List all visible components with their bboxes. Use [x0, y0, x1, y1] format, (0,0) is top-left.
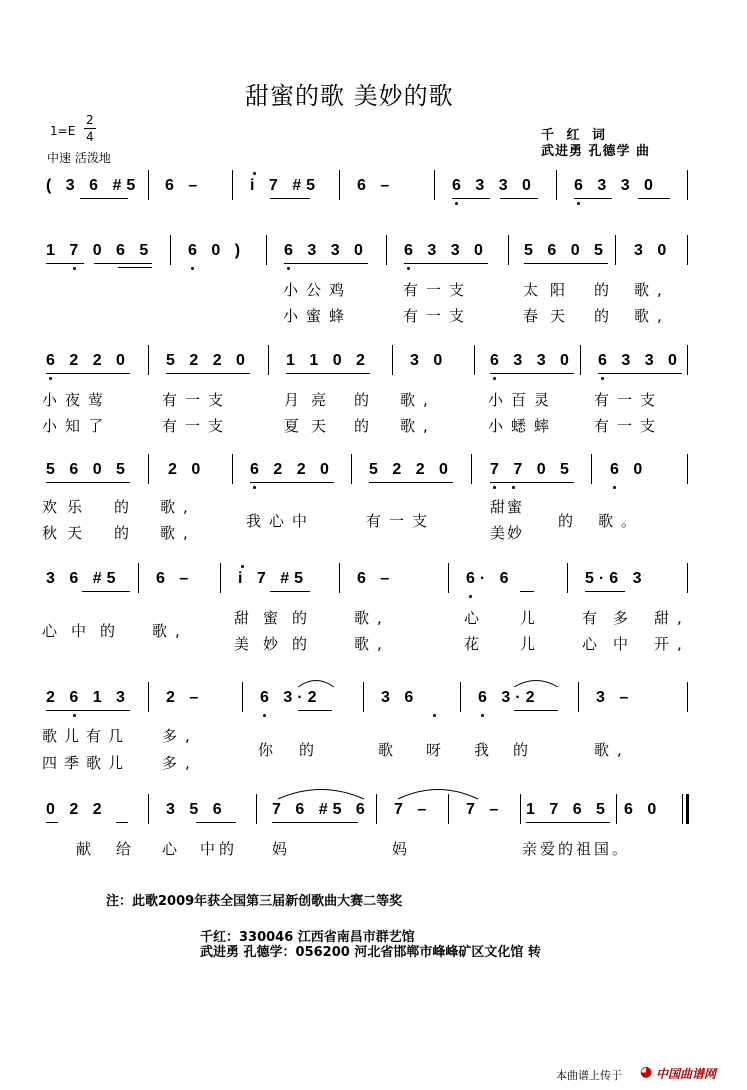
key-signature: 1=E — [50, 124, 76, 138]
lyric: 的 — [558, 512, 582, 530]
measure: 7 6 #5 6 — [272, 801, 370, 818]
lyric: 歌, — [354, 635, 390, 653]
measure: 6 3 3 0 — [404, 242, 488, 259]
measure: 7 7 0 5 — [490, 461, 574, 478]
lyric: 小公鸡 — [283, 281, 353, 299]
site-logo[interactable]: 中国曲谱网 — [656, 1067, 717, 1081]
measure: 2 0 — [168, 461, 206, 478]
lyric: 歌, — [634, 281, 670, 299]
lyric: 甜蜜的 — [234, 609, 322, 627]
lyric: 的 — [354, 417, 378, 435]
measure: 2 – — [166, 689, 204, 706]
measure: 3 5 6 — [166, 801, 227, 818]
lyric: 歌, — [594, 741, 630, 759]
lyric: 呀 — [426, 741, 450, 759]
lyric: 多, — [162, 727, 198, 745]
lyric: 有一支 — [403, 281, 473, 299]
lyric: 小蜜蜂 — [283, 307, 353, 325]
lyric: 歌, — [634, 307, 670, 325]
measure: 0 2 2 — [46, 801, 107, 818]
measure: 3 – — [596, 689, 634, 706]
lyric: 有多 — [582, 609, 645, 627]
lyric: 亲爱的祖国。 — [522, 840, 631, 858]
lyric: 甜蜜 — [490, 498, 525, 516]
lyric: 儿 — [520, 635, 544, 653]
measure: i 7 #5 — [238, 570, 309, 587]
lyric: 中的 — [200, 840, 239, 858]
lyric: 四季歌儿 — [42, 754, 131, 772]
lyric: 小夜莺 — [42, 391, 112, 409]
lyric: 有一支 — [162, 417, 232, 435]
measure: 1 7 0 6 5 — [46, 242, 154, 259]
lyric: 美妙的 — [234, 635, 322, 653]
lyric: 妈 — [392, 840, 416, 858]
lyric: 有一支 — [366, 512, 436, 530]
lyric: 歌, — [160, 524, 196, 542]
measure: 1 7 6 5 — [526, 801, 610, 818]
lyric: 我心中 — [246, 512, 316, 530]
lyric: 给 — [116, 840, 140, 858]
slur-mark — [296, 676, 336, 688]
lyric: 的 — [114, 524, 138, 542]
measure: 6 0 ) — [188, 242, 246, 259]
lyric: 有一支 — [594, 391, 664, 409]
measure: 5 2 2 0 — [166, 352, 250, 369]
measure: 6 3 3 0 — [574, 177, 658, 194]
measure: 3 0 — [410, 352, 448, 369]
lyric: 太阳 — [523, 281, 578, 299]
slur-mark — [276, 784, 366, 800]
lyric: 歌, — [400, 417, 436, 435]
lyric: 有一支 — [162, 391, 232, 409]
lyric: 有一支 — [594, 417, 664, 435]
measure: 7 – — [466, 801, 504, 818]
lyric: 你的 — [258, 741, 341, 759]
lyric: 歌, — [400, 391, 436, 409]
lyric: 春天 — [523, 307, 578, 325]
tie-mark — [396, 784, 480, 800]
measure: 6 2 2 0 — [250, 461, 334, 478]
lyric: 心 — [162, 840, 186, 858]
lyric: 夏天 — [284, 417, 339, 435]
lyric: 小百灵 — [488, 391, 558, 409]
address-line: 千红：330046 江西省南昌市群艺馆 — [200, 930, 415, 945]
lyric: 月亮 — [284, 391, 339, 409]
lyric: 开, — [654, 635, 690, 653]
measure: 5 6 0 5 — [524, 242, 608, 259]
measure: 3 0 — [634, 242, 672, 259]
measure: 6 3 3 0 — [598, 352, 682, 369]
measure: 5 2 2 0 — [369, 461, 453, 478]
lyric: 歌。 — [598, 512, 645, 530]
time-denominator: 4 — [86, 130, 94, 144]
lyric: 欢乐 — [42, 498, 93, 516]
measure: 6 0 — [610, 461, 648, 478]
lyric: 的 — [114, 498, 138, 516]
lyric: 歌 — [378, 741, 402, 759]
lyric: 甜, — [654, 609, 690, 627]
lyricist-credit: 千 红 词 — [541, 128, 610, 143]
lyric: 花 — [464, 635, 488, 653]
measure: 6 3 3 0 — [284, 242, 368, 259]
lyric: 美妙 — [490, 524, 525, 542]
measure: 6· 6 — [466, 570, 514, 587]
lyric: 秋天 — [42, 524, 93, 542]
lyric: 多, — [162, 754, 198, 772]
measure: 6 – — [357, 570, 395, 587]
award-note: 注：此歌2009年获全国第三届新创歌曲大赛二等奖 — [106, 894, 403, 909]
lyric: 的 — [594, 281, 618, 299]
measure: 6 – — [357, 177, 395, 194]
composer-credit: 武进勇 孔德学 曲 — [541, 144, 651, 159]
lyric: 歌, — [152, 622, 188, 640]
measure: 6 0 — [624, 801, 662, 818]
page-title: 甜蜜的歌 美妙的歌 — [245, 82, 454, 110]
lyric: 的 — [594, 307, 618, 325]
measure: 5·6 3 — [585, 570, 647, 587]
measure: 6 3 3 0 — [452, 177, 536, 194]
lyric: 歌儿有几 — [42, 727, 131, 745]
slur-mark — [512, 676, 560, 688]
lyric: 妈 — [272, 840, 296, 858]
time-numerator: 2 — [86, 113, 94, 127]
site-logo-icon: ◕ — [640, 1064, 653, 1080]
lyric: 献 — [76, 840, 100, 858]
measure: 5 6 0 5 — [46, 461, 130, 478]
measure: 7 – — [394, 801, 432, 818]
upload-note: 本曲谱上传于 — [556, 1069, 622, 1082]
measure: 1 1 0 2 — [286, 352, 370, 369]
lyric: 我的 — [474, 741, 553, 759]
lyric: 有一支 — [403, 307, 473, 325]
lyric: 歌, — [354, 609, 390, 627]
measure: i 7 #5 — [250, 177, 321, 194]
measure: 6 2 2 0 — [46, 352, 130, 369]
measure: 6 – — [165, 177, 203, 194]
lyric: 儿 — [520, 609, 544, 627]
measure: 3 6 — [381, 689, 419, 706]
measure: 6 3 3 0 — [490, 352, 574, 369]
address-line: 武进勇 孔德学：056200 河北省邯郸市峰峰矿区文化馆 转 — [200, 945, 541, 960]
tempo-marking: 中速 活泼地 — [47, 151, 111, 165]
lyric: 的 — [354, 391, 378, 409]
measure: 6 3·2 — [478, 689, 540, 706]
lyric: 心中的 — [42, 622, 130, 640]
measure: 6 – — [156, 570, 194, 587]
lyric: 心中 — [582, 635, 645, 653]
lyric: 小知了 — [42, 417, 112, 435]
measure: 2 6 1 3 — [46, 689, 130, 706]
measure: ( 3 6 #5 — [46, 177, 141, 194]
lyric: 歌, — [160, 498, 196, 516]
lyric: 心 — [464, 609, 488, 627]
lyric: 小蟋蟀 — [488, 417, 558, 435]
measure: 3 6 #5 — [46, 570, 121, 587]
measure: 6 3·2 — [260, 689, 322, 706]
